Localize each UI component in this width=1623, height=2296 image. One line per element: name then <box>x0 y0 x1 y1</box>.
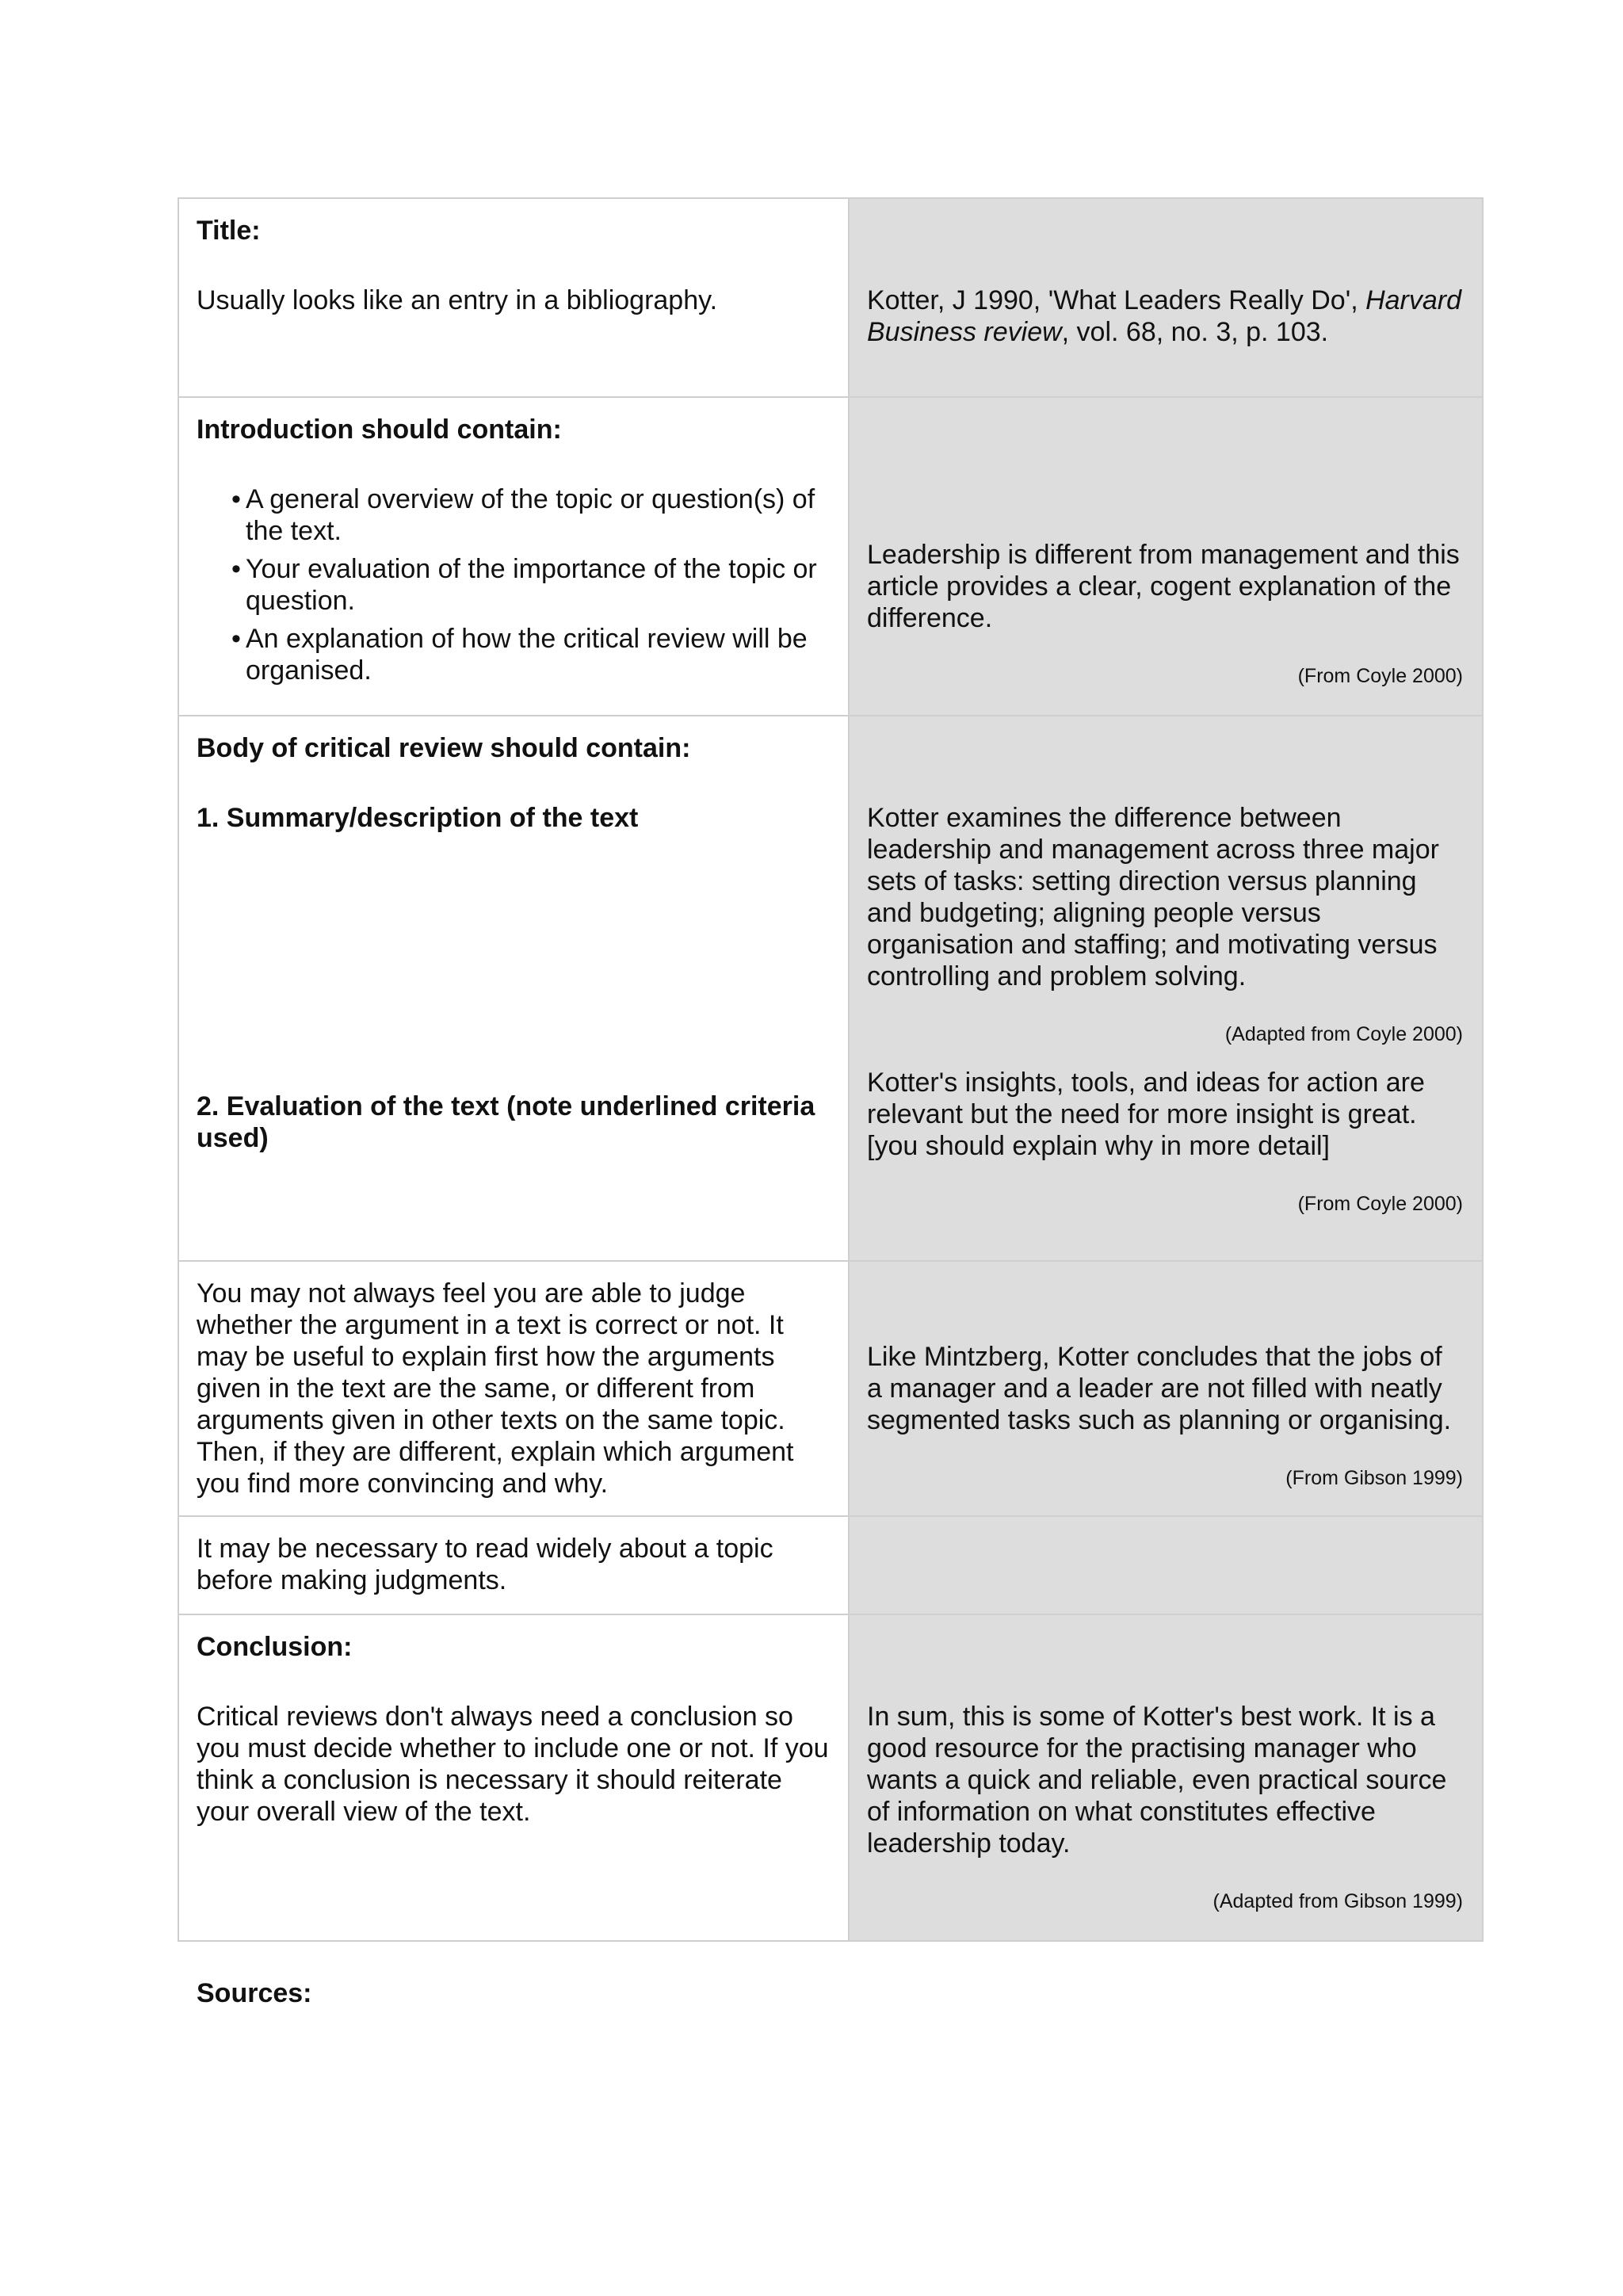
evaluation-example: Kotter's insights, tools, and ideas for action are relevant but the need for more insight is great. [you should explain why in more detail] <box>867 1068 1425 1161</box>
judgement-example-cell <box>849 1261 1483 1516</box>
bullet-icon: • <box>231 554 241 584</box>
title-example-journal: Harvard Business review <box>867 285 1462 347</box>
table-row-body <box>178 716 1483 1261</box>
evaluation-label: 2. Evaluation of the text (note underlined criteria used) <box>197 1091 815 1153</box>
summary-source: (Adapted from Coyle 2000) <box>1224 1023 1463 1045</box>
list-item <box>197 483 831 547</box>
conclusion-guidance-cell <box>178 1614 849 1941</box>
introduction-bullet-text: Your evaluation of the importance of the topic or question. <box>246 554 817 616</box>
table-row-introduction <box>178 397 1483 716</box>
introduction-bullet-text: An explanation of how the critical review will be organised. <box>246 624 808 686</box>
judgement-description: You may not always feel you are able to judge whether the argument in a text is correct or not. It may be useful to explain first how the arguments given in the text are the same, or different from arguments given in other texts on the same topic. Then, if they are different, explain which argument you find more convincing and why. <box>197 1278 794 1499</box>
review-guide-table <box>178 197 1484 1942</box>
summary-example: Kotter examines the difference between leadership and management across three major sets of tasks: setting direction versus planning and budgeting; aligning people versus organisation and staffing; and motivating versus controlling and problem solving. <box>867 803 1439 991</box>
conclusion-label: Conclusion: <box>197 1632 353 1662</box>
conclusion-source: (Adapted from Gibson 1999) <box>1212 1890 1463 1912</box>
list-item <box>197 623 831 686</box>
conclusion-example-cell <box>849 1614 1483 1941</box>
conclusion-example: In sum, this is some of Kotter's best work. It is a good resource for the practising manager who wants a quick and reliable, even practical source of information on what constitutes effective leadership today. <box>867 1702 1447 1859</box>
title-example-part1: Kotter, J 1990, 'What Leaders Really Do', <box>867 285 1366 315</box>
judgement-example: Like Mintzberg, Kotter concludes that the jobs of a manager and a leader are not filled with neatly segmented tasks such as planning or organising. <box>867 1342 1452 1435</box>
title-label: Title: <box>197 216 261 246</box>
title-description: Usually looks like an entry in a bibliography. <box>197 285 718 315</box>
judgement-guidance-cell <box>178 1261 849 1516</box>
judgement-source: (From Gibson 1999) <box>1285 1467 1463 1489</box>
summary-label: 1. Summary/description of the text <box>197 803 639 833</box>
introduction-guidance-cell <box>178 397 849 716</box>
body-label: Body of critical review should contain: <box>197 733 691 763</box>
read-widely-description: It may be necessary to read widely about a topic before making judgments. <box>197 1534 773 1595</box>
bullet-icon: • <box>231 624 241 654</box>
body-guidance-cell <box>178 716 849 1261</box>
bullet-icon: • <box>231 484 241 514</box>
introduction-bullet-list <box>197 483 831 686</box>
title-example <box>867 285 1463 348</box>
table-row-title <box>178 198 1483 397</box>
title-example-cell <box>849 198 1483 397</box>
introduction-source: (From Coyle 2000) <box>1297 665 1463 687</box>
introduction-example: Leadership is different from management and this article provides a clear, cogent explanation of the difference. <box>867 540 1460 633</box>
sources-heading: Sources: <box>197 1978 312 2008</box>
table-row-conclusion <box>178 1614 1483 1941</box>
introduction-label: Introduction should contain: <box>197 415 562 445</box>
table-row-read-widely <box>178 1516 1483 1614</box>
review-guide-table-wrapper <box>178 197 1463 1942</box>
introduction-bullet-text: A general overview of the topic or question(s) of the text. <box>246 484 815 546</box>
table-row-judgement <box>178 1261 1483 1516</box>
introduction-example-cell <box>849 397 1483 716</box>
conclusion-description: Critical reviews don't always need a conclusion so you must decide whether to include one or not. If you think a conclusion is necessary it should reiterate your overall view of the text. <box>197 1702 829 1827</box>
list-item <box>197 553 831 617</box>
body-example-cell <box>849 716 1483 1261</box>
read-widely-example-cell <box>849 1516 1483 1614</box>
evaluation-source: (From Coyle 2000) <box>1297 1193 1463 1215</box>
title-example-part2: , vol. 68, no. 3, p. 103. <box>1061 317 1329 347</box>
read-widely-guidance-cell <box>178 1516 849 1614</box>
title-guidance-cell <box>178 198 849 397</box>
